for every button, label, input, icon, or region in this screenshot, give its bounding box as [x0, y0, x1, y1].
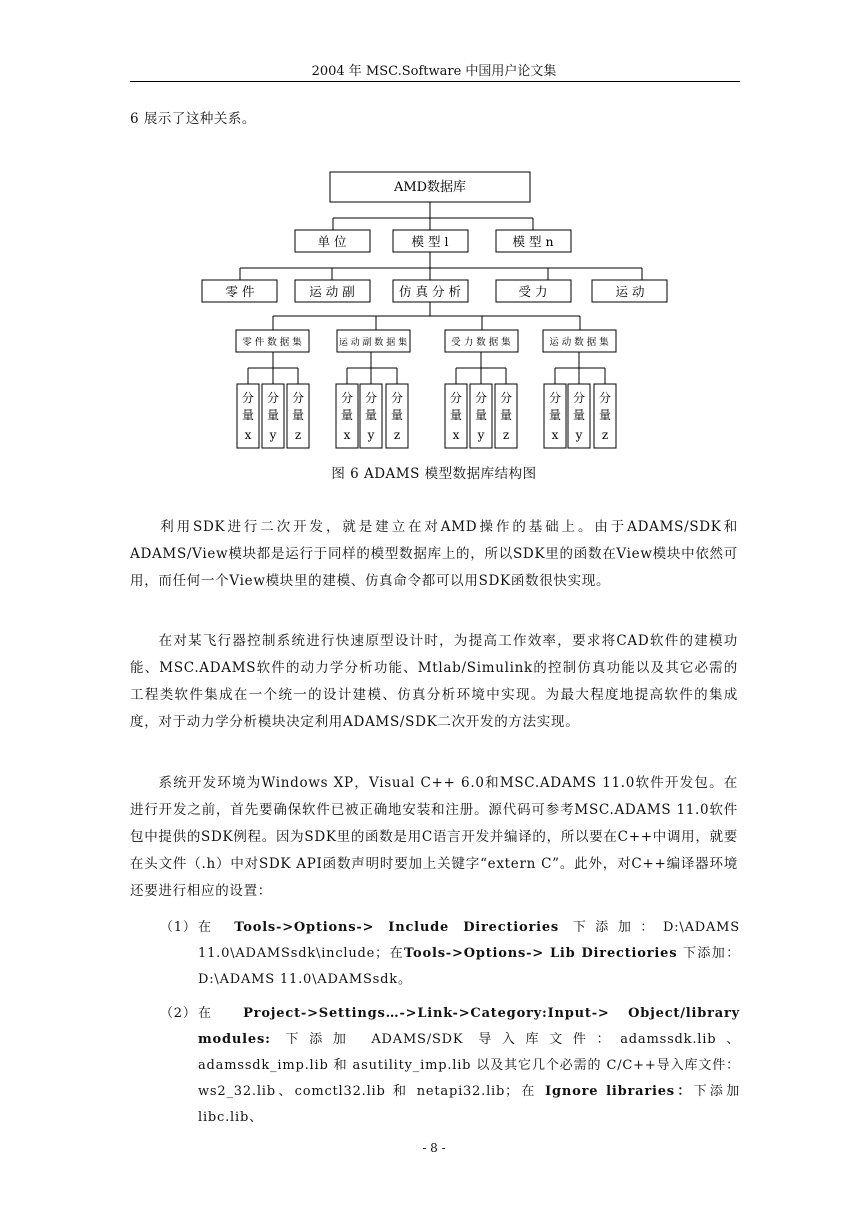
svg-text:z: z: [294, 428, 302, 442]
svg-text:z: z: [601, 428, 609, 442]
svg-text:分: 分: [499, 391, 513, 405]
svg-text:y: y: [367, 428, 375, 442]
list-item-1-text-a: 在: [198, 920, 235, 935]
node-model-1: [393, 230, 468, 252]
node-force: [496, 280, 571, 302]
node-joint: [295, 280, 370, 302]
svg-text:分: 分: [291, 391, 305, 405]
svg-text:分: 分: [449, 391, 463, 405]
svg-text:量: 量: [364, 408, 378, 422]
component-node: [262, 384, 284, 448]
svg-text:分: 分: [548, 391, 562, 405]
svg-text:分: 分: [364, 391, 378, 405]
leaf-group-part: [237, 384, 309, 448]
svg-text:量: 量: [266, 408, 280, 422]
paragraph-2-text: 在对某飞行器控制系统进行快速原型设计时，为提高工作效率，要求将CAD软件的建模功能、MSC.ADAMS软件的动力学分析功能、Mtlab/Simulink的控制仿真功能以及其它必需的工程类软件集成在一个统一的设计建模、仿真分析环境中实现。为最大程度地提高软件的集成度，对于动力学分析模块决定利用ADAMS/SDK二次开发的方法实现。: [130, 633, 738, 730]
list-item-2-text-a: 在: [198, 1006, 244, 1021]
list-item-1-lib-path-menu: Tools->Options-> Lib Directiories: [404, 946, 678, 961]
list-item-1-text-b: 下添加：D:\ADAMS 11.0\ADAMSsdk\include；在: [198, 920, 740, 961]
svg-text:量: 量: [449, 408, 463, 422]
running-header: 2004 年 MSC.Software 中国用户论文集: [311, 64, 557, 79]
component-node: [336, 384, 358, 448]
svg-text:x: x: [452, 428, 460, 442]
svg-text:分: 分: [598, 391, 612, 405]
svg-text:x: x: [343, 428, 351, 442]
list-item-1: [160, 915, 740, 993]
svg-text:量: 量: [572, 408, 586, 422]
svg-text:量: 量: [291, 408, 305, 422]
node-part: [202, 280, 277, 302]
component-node: [386, 384, 408, 448]
node-joint-dataset-label: 运 动 副 数 据 集: [338, 338, 408, 348]
intro-text: 6 展示了这种关系。: [130, 111, 256, 127]
database-structure-diagram: [180, 160, 700, 455]
component-node: [237, 384, 259, 448]
svg-text:量: 量: [548, 408, 562, 422]
node-joint-dataset: [337, 330, 410, 352]
node-motion-dataset: [543, 330, 616, 352]
list-item-2: [160, 1001, 740, 1131]
svg-text:分: 分: [340, 391, 354, 405]
component-node: [495, 384, 517, 448]
node-model-n: [496, 230, 571, 252]
svg-text:x: x: [244, 428, 252, 442]
component-node: [287, 384, 309, 448]
node-joint-label: 运 动 副: [309, 284, 355, 299]
node-force-dataset: [445, 330, 518, 352]
paragraph-1: [130, 514, 738, 595]
node-simulation-label: 仿 真 分 析: [399, 284, 461, 299]
node-simulation: [393, 280, 468, 302]
svg-text:分: 分: [474, 391, 488, 405]
component-node: [445, 384, 467, 448]
list-item-1-number: （1）: [160, 920, 197, 935]
node-model-1-label: 模 型 l: [411, 234, 449, 249]
svg-text:量: 量: [340, 408, 354, 422]
svg-text:量: 量: [598, 408, 612, 422]
svg-text:z: z: [393, 428, 401, 442]
node-root: [330, 172, 530, 202]
paragraph-1-text: 利用SDK进行二次开发，就是建立在对AMD操作的基础上。由于ADAMS/SDK和ADAMS/View模块都是运行于同样的模型数据库上的，所以SDK里的函数在View模块中依然可用，而任何一个View模块里的建模、仿真命令都可以用SDK函数很快实现。: [130, 519, 738, 589]
list-item-2-body: [198, 1001, 740, 1131]
node-unit-label: 单 位: [317, 234, 347, 249]
list-item-2-text-c: 下添加 libc.lib、: [198, 1084, 740, 1125]
list-item-2-link-settings-menu: Project->Settings…->Link->Category:Input-> Object/library modules:: [198, 1006, 741, 1047]
node-model-n-label: 模 型 n: [512, 234, 554, 249]
node-part-label: 零 件: [225, 284, 255, 299]
node-motion: [592, 280, 667, 302]
svg-text:分: 分: [390, 391, 404, 405]
svg-text:y: y: [477, 428, 485, 442]
node-motion-dataset-label: 运 动 数 据 集: [549, 337, 609, 348]
node-part-dataset: [236, 330, 309, 352]
figure-caption: 图 6 ADAMS 模型数据库结构图: [331, 466, 537, 482]
svg-text:分: 分: [572, 391, 586, 405]
component-node: [470, 384, 492, 448]
svg-text:x: x: [551, 428, 559, 442]
svg-text:量: 量: [241, 408, 255, 422]
leaf-group-force: [445, 384, 517, 448]
list-item-2-ignore-libraries: Ignore libraries：: [545, 1084, 694, 1099]
paragraph-3: [130, 770, 738, 905]
svg-text:z: z: [502, 428, 510, 442]
paragraph-3-text: 系统开发环境为Windows XP，Visual C++ 6.0和MSC.ADAMS 11.0软件开发包。在进行开发之前，首先要确保软件已被正确地安装和注册。源代码可参考MSC.ADAMS 11.0软件包中提供的SDK例程。因为SDK里的函数是用C语言开发并编译的，所以要在C++中调用，就要在头文件（.h）中对SDK API函数声明时要加上关键字“extern C”。此外，对C++编译器环境还要进行相应的设置：: [130, 775, 738, 899]
leaf-group-motion: [544, 384, 616, 448]
svg-text:y: y: [575, 428, 583, 442]
svg-text:y: y: [269, 428, 277, 442]
component-node: [360, 384, 382, 448]
svg-text:量: 量: [390, 408, 404, 422]
node-unit: [295, 230, 370, 252]
svg-text:分: 分: [241, 391, 255, 405]
header-rule: [130, 81, 740, 82]
node-force-label: 受 力: [518, 284, 548, 299]
list-item-1-include-path-menu: Tools->Options-> Include Directiories: [234, 920, 560, 935]
svg-text:量: 量: [474, 408, 488, 422]
svg-text:量: 量: [499, 408, 513, 422]
list-item-1-text-c: 下添加：D:\ADAMS 11.0\ADAMSsdk。: [198, 946, 740, 987]
node-force-dataset-label: 受 力 数 据 集: [451, 337, 511, 348]
svg-text:分: 分: [266, 391, 280, 405]
component-node: [594, 384, 616, 448]
list-item-2-number: （2）: [160, 1006, 197, 1021]
leaf-group-joint: [336, 384, 408, 448]
node-part-dataset-label: 零 件 数 据 集: [242, 337, 302, 348]
list-item-1-body: [198, 915, 740, 993]
component-node: [544, 384, 566, 448]
page-number: - 8 -: [422, 1141, 446, 1155]
component-node: [568, 384, 590, 448]
list-item-2-text-b: 下添加 ADAMS/SDK 导入库文件：adamssdk.lib、adamssdk_imp.lib 和 asutility_imp.lib 以及其它几个必需的 C/C++导入库文件：ws2_32.lib、comctl32.lib 和 netapi32.lib；在: [198, 1032, 740, 1099]
node-root-label: AMD数据库: [393, 180, 467, 195]
node-motion-label: 运 动: [615, 284, 645, 299]
paragraph-2: [130, 628, 738, 736]
